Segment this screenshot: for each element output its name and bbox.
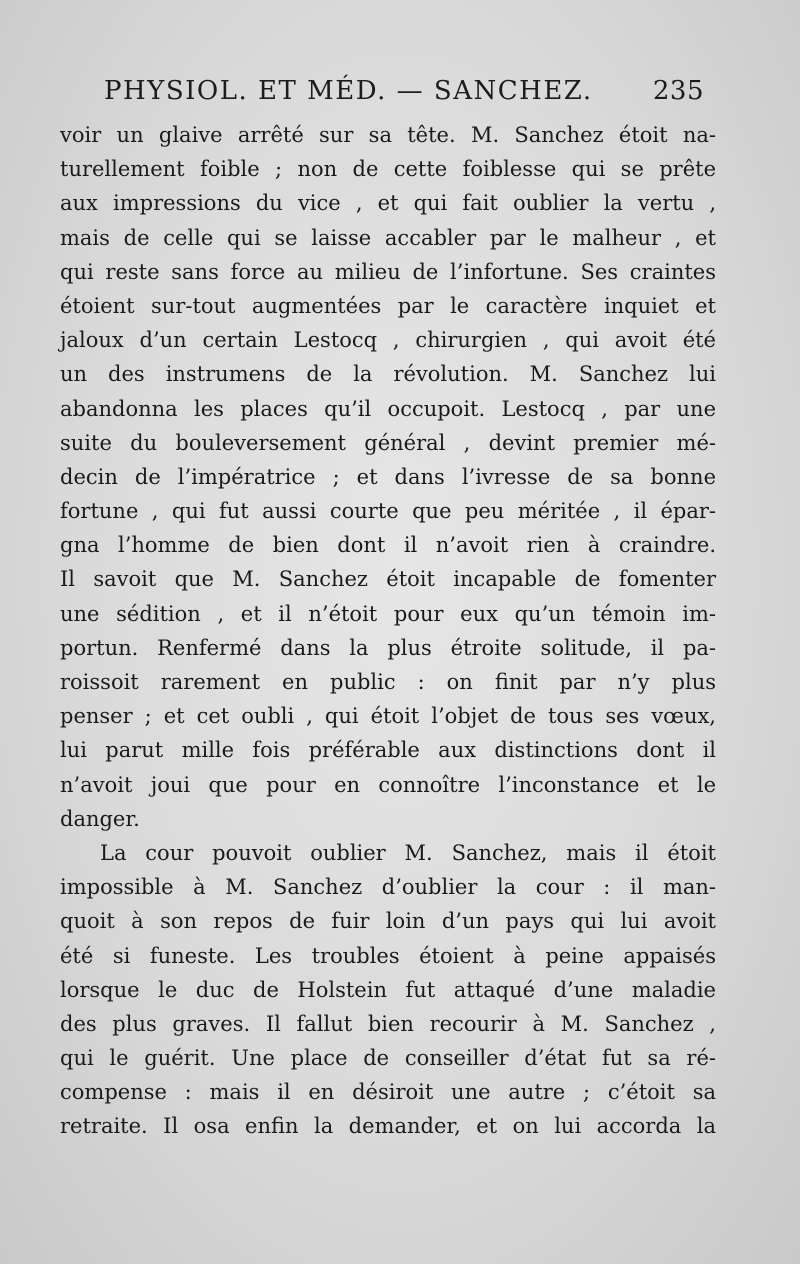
text-line: des plus graves. Il fallut bien recourir à M. Sanchez , xyxy=(60,1011,716,1036)
text-line: decin de l’impératrice ; et dans l’ivresse de sa bonne xyxy=(60,464,716,489)
paragraph-2 xyxy=(60,836,716,1144)
text-line: aux impressions du vice , et qui fait oublier la vertu , xyxy=(60,191,716,216)
text-line: voir un glaive arrêté sur sa tête. M. Sanchez étoit na- xyxy=(60,123,716,147)
running-title: PHYSIOL. ET MÉD. — SANCHEZ. xyxy=(104,76,593,106)
text-line: fortune , qui fut aussi courte que peu méritée , il épar- xyxy=(60,499,716,524)
text-line: lui parut mille fois préférable aux distinctions dont il xyxy=(60,738,716,763)
page-number: 235 xyxy=(652,76,704,106)
text-line: mais de celle qui se laisse accabler par le malheur , et xyxy=(60,225,716,250)
body-text xyxy=(60,118,716,1144)
text-line: gna l’homme de bien dont il n’avoit rien à craindre. xyxy=(60,533,716,558)
text-line: roissoit rarement en public : on finit par n’y plus xyxy=(60,670,716,694)
text-line: danger. xyxy=(60,806,140,831)
paragraph-1 xyxy=(60,118,716,836)
text-line: suite du bouleversement général , devint premier mé- xyxy=(60,430,716,455)
text-line: La cour pouvoit oublier M. Sanchez, mais il étoit xyxy=(100,840,716,865)
text-line: abandonna les places qu’il occupoit. Lestocq , par une xyxy=(60,396,716,421)
text-line: Il savoit que M. Sanchez étoit incapable de fomenter xyxy=(60,567,716,592)
text-line: qui reste sans force au milieu de l’infortune. Ses craintes xyxy=(60,259,716,284)
text-line: étoient sur-tout augmentées par le caractère inquiet et xyxy=(60,293,716,318)
text-line: une sédition , et il n’étoit pour eux qu’un témoin im- xyxy=(60,601,716,626)
text-line: portun. Renfermé dans la plus étroite solitude, il pa- xyxy=(60,635,716,660)
text-line: compense : mais il en désiroit une autre ; c’étoit sa xyxy=(60,1080,716,1105)
text-line: jaloux d’un certain Lestocq , chirurgien , qui avoit été xyxy=(60,328,716,353)
text-line: n’avoit joui que pour en connoître l’inconstance et le xyxy=(60,772,716,797)
text-line: qui le guérit. Une place de conseiller d’état fut sa ré- xyxy=(60,1046,716,1071)
text-line: impossible à M. Sanchez d’oublier la cour : il man- xyxy=(60,875,716,900)
page-header xyxy=(104,76,704,116)
text-line: été si funeste. Les troubles étoient à peine appaisés xyxy=(60,943,716,968)
text-line: turellement foible ; non de cette foiblesse qui se prête xyxy=(60,157,716,182)
text-line: retraite. Il osa enfin la demander, et on lui accorda la xyxy=(60,1114,716,1139)
text-line: lorsque le duc de Holstein fut attaqué d’une maladie xyxy=(60,977,716,1002)
text-line: penser ; et cet oubli , qui étoit l’objet de tous ses vœux, xyxy=(60,704,716,729)
text-line: quoit à son repos de fuir loin d’un pays qui lui avoit xyxy=(60,909,716,934)
text-line: un des instrumens de la révolution. M. Sanchez lui xyxy=(60,362,716,387)
